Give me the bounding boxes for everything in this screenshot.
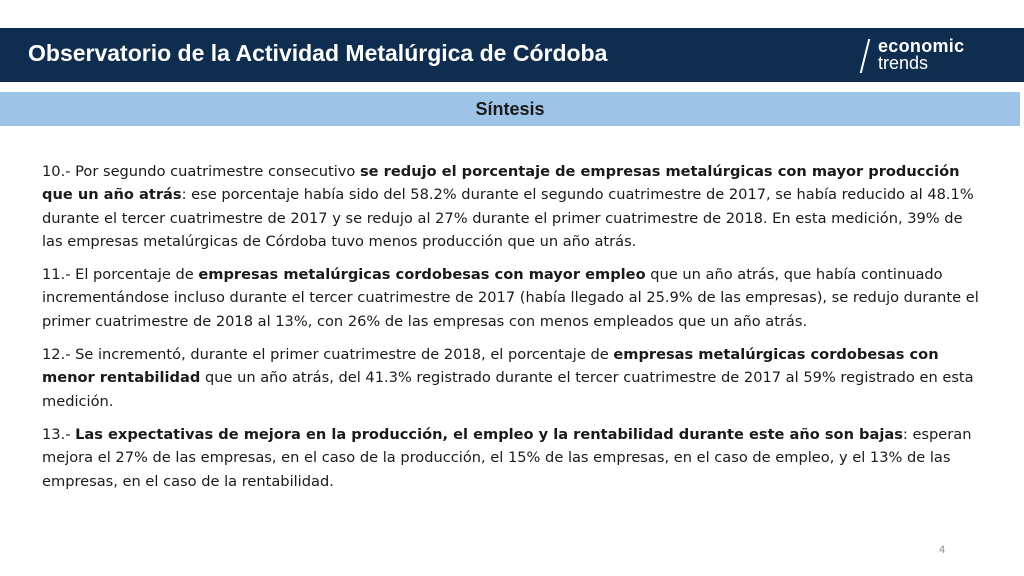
page-title: Observatorio de la Actividad Metalúrgica de Córdoba — [28, 40, 608, 66]
paragraph-text: : esperan mejora el 27% de las empresas, en el caso de la producción, el 15% de las empresas, en el caso de empleo, y el 13% de las empresas, en el caso de la rentabilidad. — [42, 425, 972, 490]
section-title: Síntesis — [475, 99, 545, 119]
paragraph-text: 13.- — [42, 425, 76, 443]
paragraph-11 — [42, 263, 982, 333]
paragraph-text: : ese porcentaje había sido del 58.2% durante el segundo cuatrimestre de 2017, se había reducido al 48.1% durante el tercer cuatrimestre de 2017 y se redujo al 27% durante el primer cuatrimestre de 2018. En esta medición, 39% de las empresas metalúrgicas de Córdoba tuvo menos producción que un año atrás. — [42, 186, 974, 250]
paragraph-13 — [42, 423, 982, 493]
header-bar — [0, 28, 1024, 82]
paragraph-bold-text: empresas metalúrgicas cordobesas con mayor empleo — [198, 266, 646, 284]
paragraph-text: 10.- Por segundo cuatrimestre consecutivo — [42, 163, 360, 180]
paragraph-text: 11.- El porcentaje de — [42, 266, 199, 284]
logo-text-economic: economic — [878, 36, 965, 56]
paragraph-bold-text: Las expectativas de mejora en la producción, el empleo y la rentabilidad durante este año son bajas — [75, 425, 903, 443]
paragraph-10 — [42, 160, 982, 253]
paragraph-bold-text: empresas metalúrgicas cordobesas con menor rentabilidad — [42, 346, 939, 387]
logo-slash-mark — [860, 39, 870, 73]
paragraph-12 — [42, 343, 982, 413]
page-number: 4 — [939, 544, 946, 556]
paragraph-bold-text: se redujo el porcentaje de empresas metalúrgicas con mayor producción que un año atrás — [42, 163, 960, 204]
paragraph-text: que un año atrás, del 41.3% registrado durante el tercer cuatrimestre de 2017 al 59% registrado en esta medición. — [42, 369, 974, 410]
section-band — [0, 92, 1020, 126]
logo-text-trends: trends — [878, 53, 929, 73]
paragraph-text: que un año atrás, que había continuado incrementándose incluso durante el tercer cuatrimestre de 2017 (había llegado al 25.9% de las empresas), se redujo durante el primer cuatrimestre de 2018 al 13%, con 26% de las empresas con menos empleados que un año atrás. — [42, 266, 979, 330]
economic-trends-logo — [864, 36, 1004, 76]
content-body — [42, 160, 982, 503]
paragraph-text: 12.- Se incrementó, durante el primer cuatrimestre de 2018, el porcentaje de — [42, 346, 614, 364]
